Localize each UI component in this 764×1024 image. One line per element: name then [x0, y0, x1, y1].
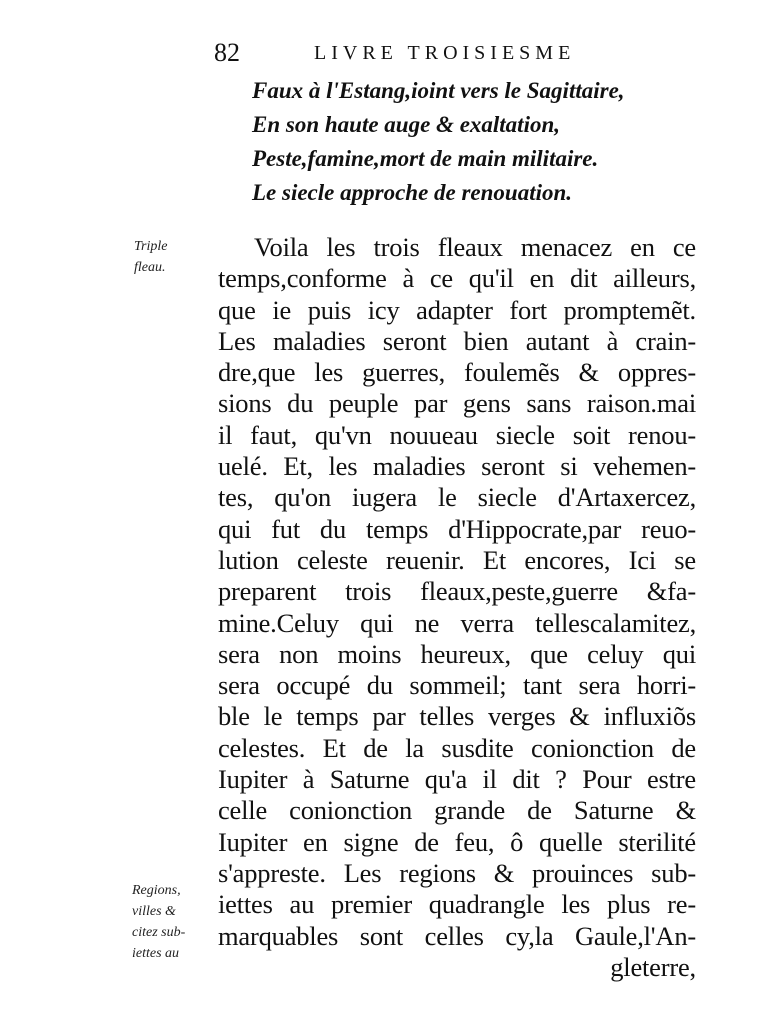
- quatrain-line: Faux à l'Estang,ioint vers le Sagittaire,: [252, 78, 625, 103]
- quatrain: [252, 74, 692, 210]
- text-line: s'appreste. Les regions & prouinces sub-: [218, 857, 696, 888]
- text-line: iettes au premier quadrangle les plus re-: [218, 889, 696, 920]
- text-line: il faut, qu'vn nouueau siecle soit renou-: [218, 419, 696, 450]
- text-line: Voila les trois fleaux menacez en ce: [254, 232, 696, 262]
- margin-note-line: Triple: [134, 239, 168, 254]
- margin-note-triple-fleau: [134, 236, 204, 278]
- text-line: marquables sont celles cy,la Gaule,l'An-: [218, 920, 696, 951]
- text-line: celle conionction grande de Saturne &: [218, 795, 696, 826]
- margin-note-line: Regions,: [132, 883, 181, 898]
- commentary-text: [218, 232, 696, 983]
- text-line: uelé. Et, les maladies seront si vehemen-: [218, 451, 696, 482]
- text-line: tes, qu'on iugera le siecle d'Artaxercez,: [218, 482, 696, 513]
- margin-note-line: iettes au: [132, 946, 180, 961]
- text-line: sera non moins heureux, que celuy qui: [218, 638, 696, 669]
- margin-note-line: citez sub-: [132, 925, 186, 940]
- text-line: dre,que les guerres, foulemẽs & oppres-: [218, 357, 696, 388]
- text-line: ble le temps par telles verges & influxiõs: [218, 701, 696, 732]
- margin-note-line: villes &: [132, 904, 176, 919]
- text-line: mine.Celuy qui ne verra tellescalamitez,: [218, 607, 696, 638]
- text-line: preparent trois fleaux,peste,guerre &fa-: [218, 576, 696, 607]
- text-line: lution celeste reuenir. Et encores, Ici se: [218, 544, 696, 575]
- text-line: sions du peuple par gens sans raison.mai: [218, 388, 696, 419]
- text-line: que ie puis icy adapter fort promptemẽt.: [218, 294, 696, 325]
- quatrain-line: Peste,famine,mort de main militaire.: [252, 146, 599, 171]
- text-line: gleterre,: [610, 951, 696, 982]
- text-line: temps,conforme à ce qu'il en dit ailleurs,: [218, 263, 696, 294]
- text-line: Iupiter à Saturne qu'a il dit ? Pour estre: [218, 764, 696, 795]
- text-line: Iupiter en signe de feu, ô quelle sterilité: [218, 826, 696, 857]
- page-number: 82: [214, 38, 240, 67]
- text-line: Les maladies seront bien autant à crain-: [218, 325, 696, 356]
- running-head: LIVRE TROISIESME: [314, 42, 576, 64]
- margin-note-line: fleau.: [134, 260, 166, 275]
- quatrain-line: En son haute auge & exaltation,: [252, 112, 561, 137]
- quatrain-line: Le siecle approche de renouation.: [252, 180, 573, 205]
- margin-note-regions: [132, 880, 220, 964]
- page-header: [214, 38, 684, 72]
- text-line: sera occupé du sommeil; tant sera horri-: [218, 670, 696, 701]
- text-line: qui fut du temps d'Hippocrate,par reuo-: [218, 513, 696, 544]
- text-line: celestes. Et de la susdite conionction de: [218, 732, 696, 763]
